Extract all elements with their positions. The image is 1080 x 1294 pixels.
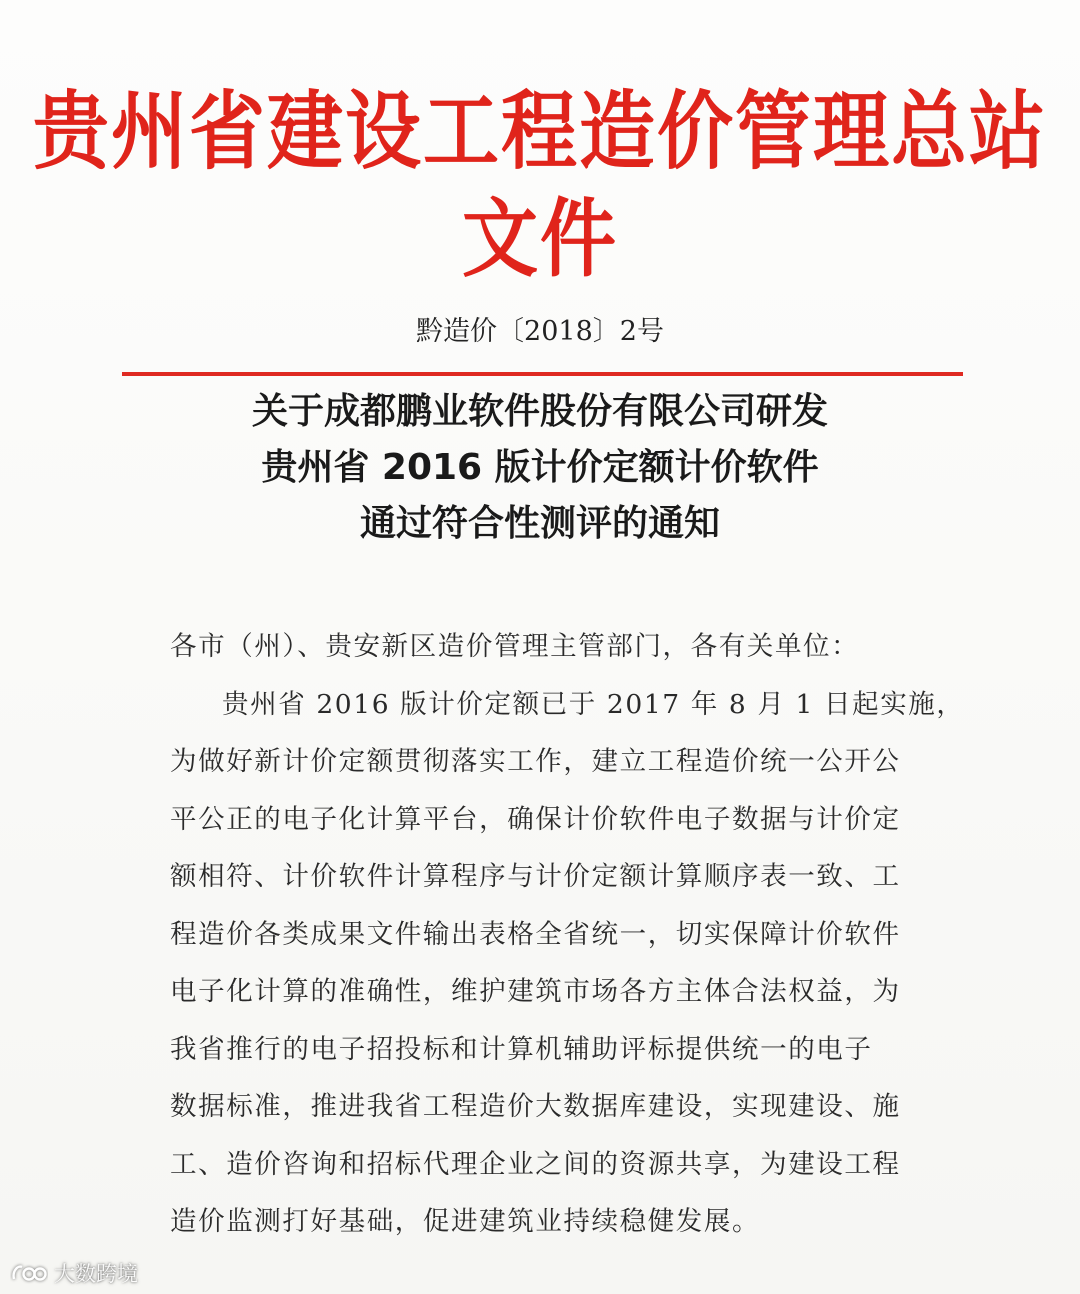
notice-title <box>0 384 1080 552</box>
body-line: 平公正的电子化计算平台，确保计价软件电子数据与计价定 <box>170 803 901 835</box>
body-line: 程造价各类成果文件输出表格全省统一，切实保障计价软件 <box>170 918 901 950</box>
title-line-3: 通过符合性测评的通知 <box>359 503 720 544</box>
salutation: 各市（州）、贵安新区造价管理主管部门，各有关单位： <box>170 631 860 662</box>
body-line: 我省推行的电子招投标和计算机辅助评标提供统一的电子 <box>170 1033 873 1065</box>
body-line: 造价监测打好基础，促进建筑业持续稳健发展。 <box>170 1206 761 1237</box>
title-line-1: 关于成都鹏业软件股份有限公司研发 <box>251 391 828 432</box>
brand-logo-icon <box>10 1261 48 1285</box>
body-line: 工、造价咨询和招标代理企业之间的资源共享，为建设工程 <box>170 1148 901 1180</box>
body-line: 额相符、计价软件计算程序与计价定额计算顺序表一致、工 <box>170 861 901 892</box>
red-divider-rule <box>122 372 963 376</box>
title-line-2: 贵州省 2016 版计价定额计价软件 <box>261 447 819 488</box>
notice-body <box>170 618 965 1251</box>
body-line: 为做好新计价定额贯彻落实工作，建立工程造价统一公开公 <box>170 746 901 777</box>
body-line: 电子化计算的准确性，维护建筑市场各方主体合法权益，为 <box>170 976 901 1007</box>
body-line: 数据标准，推进我省工程造价大数据库建设，实现建设、施 <box>170 1091 901 1122</box>
issuer-header: 贵州省建设工程造价管理总站文件 <box>33 81 1047 289</box>
document-number: 黔造价〔2018〕2号 <box>416 316 664 347</box>
watermark <box>10 1258 138 1288</box>
watermark-text: 大数跨境 <box>54 1262 138 1286</box>
body-line: 贵州省 2016 版计价定额已于 2017 年 8 月 1 日起实施， <box>222 688 965 720</box>
